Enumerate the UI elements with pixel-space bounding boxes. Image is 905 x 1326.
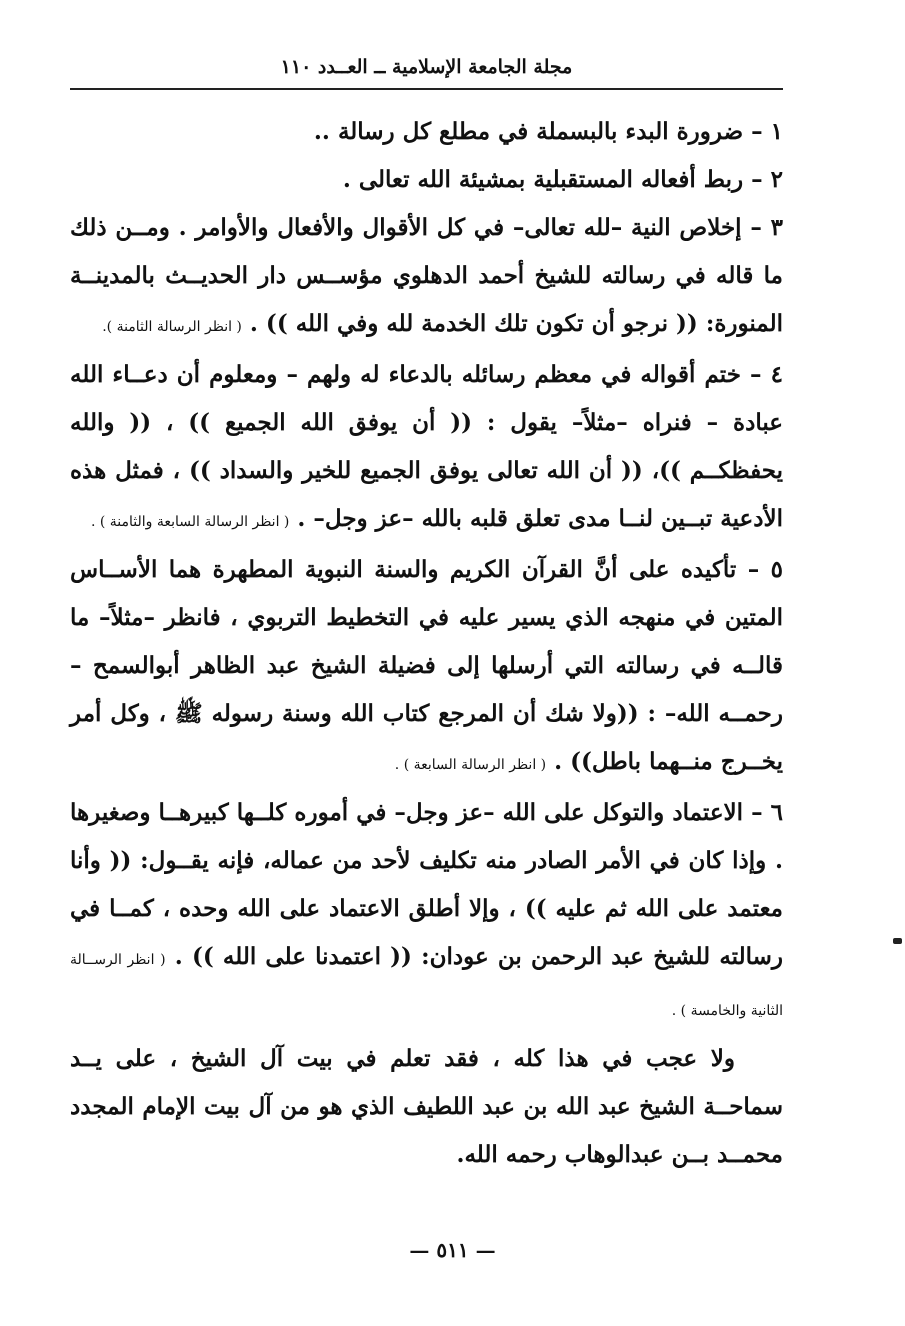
paragraph-5 bbox=[70, 546, 783, 789]
paragraph-text: ١ – ضرورة البدء بالبسملة في مطلع كل رسالة .. bbox=[313, 118, 783, 145]
paragraph-text: ٤ – ختم أقواله في معظم رسائله بالدعاء له ولهم – ومعلوم أن دعــاء الله عبادة – فنراه –مثلاً– يقول : (( أن يوفق الله الجميع )) ، (( والله يحفظكــم ))، (( أن الله تعالى يوفق الجميع للخير والسداد )) ، فمثل هذه الأدعية تبــين لنــا مدى تعلق قلبه بالله –عز وجل– . bbox=[70, 361, 783, 532]
reference-note: ( انظر الرسالة الثامنة ). bbox=[102, 319, 242, 335]
paragraph-6 bbox=[70, 789, 783, 1035]
paragraph-text: ولا عجب في هذا كله ، فقد تعلم في بيت آل الشيخ ، على يــد سماحــة الشيخ عبد الله بن عبد اللطيف الذي هو من آل بيت الإمام المجدد محمــد بــن عبدالوهاب رحمه الله. bbox=[70, 1045, 783, 1168]
reference-note: ( انظر الرسالة السابعة والثامنة ) . bbox=[90, 514, 290, 530]
paragraph-4 bbox=[70, 351, 783, 546]
reference-note: ( انظر الرسالة السابعة ) . bbox=[394, 757, 547, 773]
header-divider bbox=[70, 88, 783, 90]
reference-note: ( انظر الرســالة الثانية والخامسة ) . bbox=[70, 952, 783, 1019]
paragraph-text: ٥ – تأكيده على أنَّ القرآن الكريم والسنة النبوية المطهرة هما الأســاس المتين في منهجه الذي يسير عليه في التخطيط التربوي ، فانظر –مثلاً– ما قالــه في رسالته التي أرسلها إلى فضيلة الشيخ عبد الظاهر أبوالسمح –رحمــه الله– : ((ولا شك أن المرجع كتاب الله وسنة رسوله ﷺ ، وكل أمر يخــرج منــهما باطل)) . bbox=[70, 556, 783, 775]
paragraph-2 bbox=[70, 156, 783, 204]
paragraph-3 bbox=[70, 204, 783, 351]
running-header: مجلة الجامعة الإسلامية ــ العــدد ١١٠ bbox=[280, 56, 573, 78]
paragraph-text: ٢ – ربط أفعاله المستقبلية بمشيئة الله تعالى . bbox=[342, 166, 783, 193]
paragraph-7 bbox=[70, 1035, 783, 1179]
paragraph-text: ٦ – الاعتماد والتوكل على الله –عز وجل– في أموره كلــها كبيرهــا وصغيرها . وإذا كان في الأمر الصادر منه تكليف لأحد من عماله، فإنه يقــول: (( وأنا معتمد على الله ثم عليه )) ، وإلا أطلق الاعتماد على الله وحده ، كمــا في رسالته للشيخ عبد الرحمن بن عودان: (( اعتمدنا على الله )) . bbox=[70, 799, 783, 970]
page-number: — ٥١١ — bbox=[409, 1238, 496, 1262]
main-text bbox=[70, 108, 783, 1179]
paragraph-text: ٣ – إخلاص النية –لله تعالى– في كل الأقوال والأفعال والأوامر . ومــن ذلك ما قاله في رسالته للشيخ أحمد الدهلوي مؤســس دار الحديــث بالمدينــة المنورة: (( نرجو أن تكون تلك الخدمة لله وفي الله )) . bbox=[70, 214, 783, 337]
paragraph-1 bbox=[70, 108, 783, 156]
scan-mark bbox=[893, 938, 902, 944]
